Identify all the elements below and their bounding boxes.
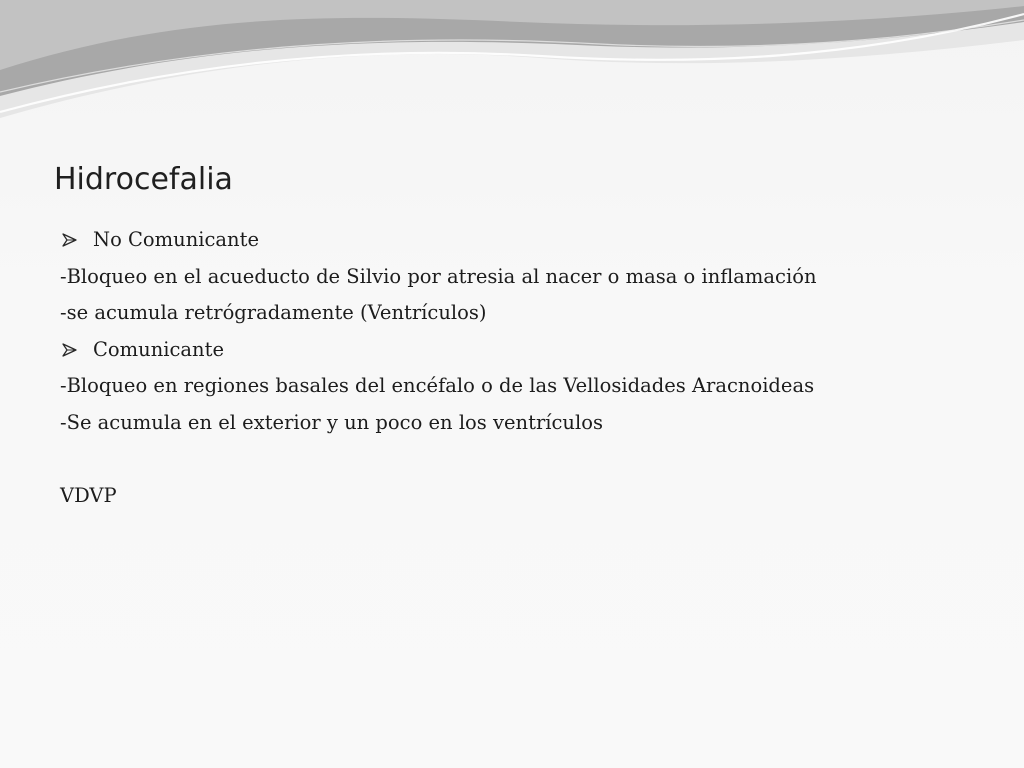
bullet-text: No Comunicante [93, 228, 259, 251]
slide-title: Hidrocefalia [54, 162, 233, 197]
arrow-bullet-icon [62, 343, 78, 357]
content-line-vdvp: VDVP [60, 484, 117, 508]
arrow-bullet-icon [62, 233, 78, 247]
content-line: -Bloqueo en regiones basales del encéfalo o de las Vellosidades Aracnoideas [60, 374, 815, 398]
bullet-item-comunicante [60, 332, 1000, 369]
slide-content [60, 222, 1000, 515]
header-swoosh-decoration [0, 0, 1024, 120]
bullet-text: Comunicante [93, 337, 224, 361]
content-line: -Se acumula en el exterior y un poco en los ventrículos [60, 410, 603, 434]
content-line: -se acumula retrógradamente (Ventrículos) [60, 301, 487, 325]
blank-line [60, 442, 1000, 479]
content-line: -Bloqueo en el acueducto de Silvio por atresia al nacer o masa o inflamación [60, 264, 817, 288]
bullet-item-no-comunicante [60, 222, 1000, 259]
